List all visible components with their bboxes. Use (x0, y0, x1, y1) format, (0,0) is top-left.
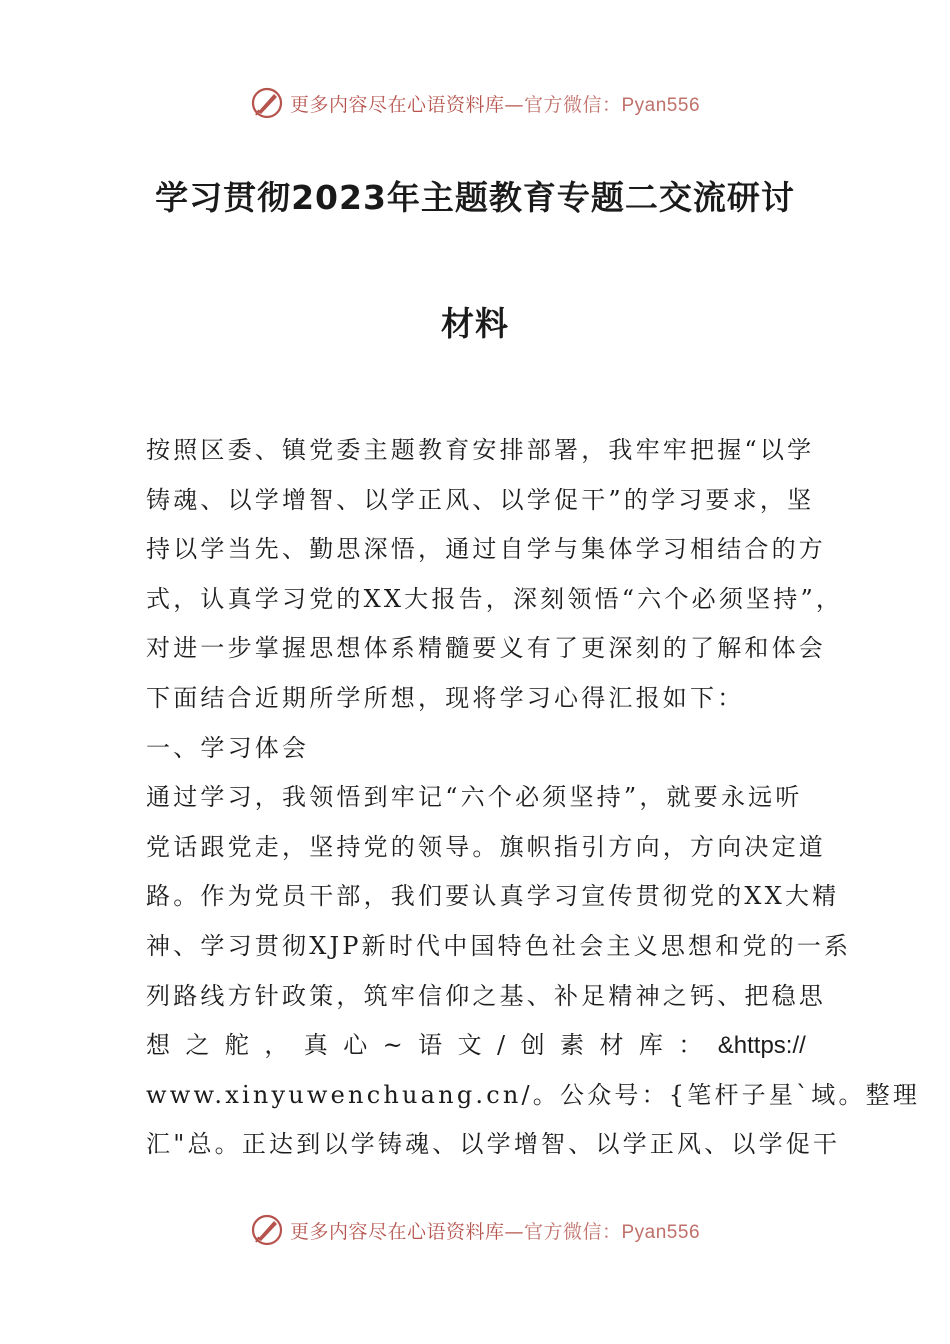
watermark-handle: Pyan556 (621, 1221, 701, 1243)
justified-char: 心 (343, 1031, 368, 1060)
watermark-text (290, 90, 700, 117)
quill-pen-logo-icon (250, 1213, 284, 1247)
justified-char: 真 (303, 1031, 328, 1060)
watermark-wechat-label: 官方微信： (523, 1220, 622, 1243)
justified-url-fragment: &https:// (717, 1032, 806, 1060)
justified-char: 文 (457, 1031, 482, 1060)
watermark-title: 更多内容尽在心语资料库— (289, 1220, 524, 1243)
body-line: 下面结合近期所学所想，现将学习心得汇报如下： (146, 683, 745, 712)
justified-char: 之 (185, 1031, 210, 1060)
body-line: www.xinyuwenchuang.cn/。公众号：{笔杆子星`域。整理 (146, 1080, 921, 1109)
body-line: 汇"总。正达到以学铸魂、以学增智、以学正风、以学促干 (146, 1130, 841, 1159)
section-heading: 一、学习体会 (146, 733, 310, 762)
body-line: 持以学当先、勤思深悟，通过自学与集体学习相结合的方 (146, 535, 826, 564)
body-line: 列路线方针政策，筑牢信仰之基、补足精神之钙、把稳思 (146, 981, 826, 1010)
body-line: 按照区委、镇党委主题教育安排部署，我牢牢把握“以学 (146, 436, 815, 464)
justified-char: / (497, 1031, 506, 1060)
watermark-handle: Pyan556 (621, 94, 701, 116)
justified-body-line (146, 1021, 806, 1071)
watermark-title: 更多内容尽在心语资料库— (289, 93, 524, 116)
body-line: 铸魂、以学增智、以学正风、以学促干”的学习要求，坚 (146, 485, 815, 514)
body-line: 神、学习贯彻XJP新时代中国特色社会主义思想和党的一系 (146, 931, 852, 960)
justified-char: ， (264, 1031, 289, 1060)
document-body (146, 426, 921, 1170)
justified-char: 库 (638, 1031, 663, 1060)
body-line: 式，认真学习党的XX大报告，深刻领悟“六个必须坚持”， (146, 584, 844, 613)
justified-char: ： (678, 1031, 703, 1060)
justified-char: 语 (418, 1031, 443, 1060)
body-line: 对进一步掌握思想体系精髓要义有了更深刻的了解和体会 (146, 634, 826, 663)
body-line: 路。作为党员干部，我们要认真学习宣传贯彻党的XX大精 (146, 882, 840, 911)
body-line: 通过学习，我领悟到牢记“六个必须坚持”，就要永远听 (146, 783, 803, 812)
watermark-wechat-label: 官方微信： (523, 93, 622, 116)
justified-char: 想 (146, 1031, 170, 1060)
document-title-line-2: 材料 (441, 304, 509, 343)
footer-watermark-banner (0, 1210, 950, 1250)
document-title-line-1: 学习贯彻2023年主题教育专题二交流研讨 (155, 178, 795, 217)
justified-char: ~ (382, 1031, 403, 1060)
justified-char: 材 (599, 1031, 624, 1060)
watermark-text (290, 1217, 700, 1244)
header-watermark-banner (0, 83, 950, 123)
justified-char: 素 (560, 1031, 585, 1060)
quill-pen-logo-icon (250, 86, 284, 120)
justified-char: 舵 (224, 1031, 249, 1060)
body-line: 党话跟党走，坚持党的领导。旗帜指引方向，方向决定道 (146, 832, 826, 861)
justified-char: 创 (520, 1031, 545, 1060)
